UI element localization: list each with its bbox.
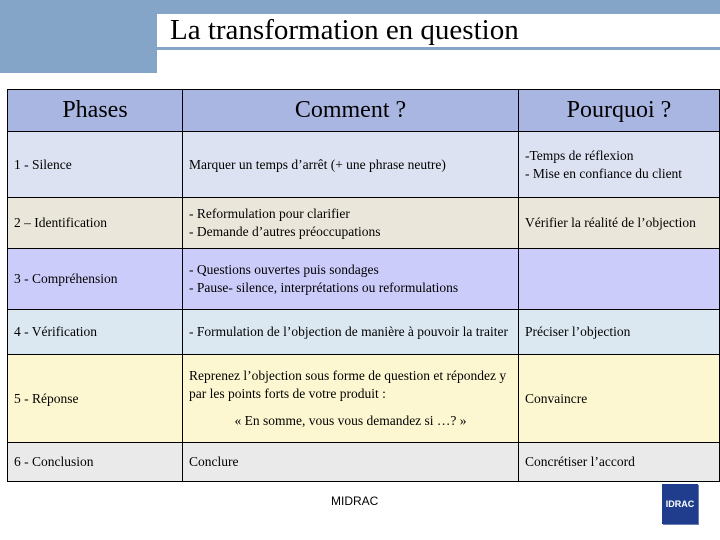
- phase-cell: 1 - Silence: [8, 132, 183, 198]
- comment-line: Conclure: [189, 454, 239, 470]
- phase-cell: 6 - Conclusion: [8, 443, 183, 482]
- comment-line: - Formulation de l’objection de manière à pouvoir la traiter: [189, 324, 509, 340]
- header-comment: Comment ?: [183, 90, 519, 132]
- table-row: [8, 132, 720, 198]
- table-row: [8, 249, 720, 310]
- table-row: [8, 198, 720, 249]
- comment-line: - Reformulation pour clarifier: [189, 206, 350, 222]
- comment-cell: [183, 249, 519, 310]
- slide-title: La transformation en question: [170, 14, 519, 46]
- comment-quote: « En somme, vous vous demandez si …? »: [234, 412, 467, 428]
- pourquoi-cell: [519, 132, 720, 198]
- comment-cell: [183, 443, 519, 482]
- pourquoi-cell: [519, 249, 720, 310]
- comment-line: - Pause- silence, interprétations ou reformulations: [189, 280, 459, 295]
- decorative-square: [134, 60, 146, 72]
- table-header-row: [8, 90, 720, 132]
- decorative-square: [117, 60, 130, 72]
- phase-cell: 3 - Compréhension: [8, 249, 183, 310]
- header-phases: Phases: [8, 90, 183, 132]
- pourquoi-line: -Temps de réflexion: [525, 147, 634, 163]
- comment-line: Marquer un temps d’arrêt (+ une phrase neutre): [189, 156, 446, 172]
- pourquoi-cell: [519, 198, 720, 249]
- comment-line: - Demande d’autres préoccupations: [189, 224, 381, 239]
- phase-cell: 4 - Vérification: [8, 310, 183, 355]
- comment-cell: [183, 310, 519, 355]
- comment-cell: [183, 355, 519, 443]
- pourquoi-line: Concrétiser l’accord: [525, 454, 635, 470]
- phase-cell: 5 - Réponse: [8, 355, 183, 443]
- title-underline: [157, 47, 720, 50]
- comment-line: Reprenez l’objection sous forme de question et répondez y par les points forts de votre produit :: [189, 368, 507, 402]
- table-row: [8, 443, 720, 482]
- pourquoi-line: Convaincre: [525, 390, 588, 406]
- footer-text: MIDRAC: [331, 494, 379, 508]
- phases-table: [7, 89, 720, 482]
- table-row: [8, 355, 720, 443]
- phase-cell: 2 – Identification: [8, 198, 183, 249]
- header-top-band: [157, 0, 720, 14]
- decorative-square: [100, 60, 112, 72]
- header-pourquoi: Pourquoi ?: [519, 90, 720, 132]
- logo-text: IDRAC: [665, 499, 695, 509]
- idrac-logo: [662, 484, 698, 524]
- comment-line: - Questions ouvertes puis sondages: [189, 262, 379, 278]
- pourquoi-line: - Mise en confiance du client: [525, 165, 683, 181]
- comment-cell: [183, 198, 519, 249]
- pourquoi-cell: [519, 355, 720, 443]
- comment-cell: [183, 132, 519, 198]
- table-row: [8, 310, 720, 355]
- pourquoi-line: Préciser l’objection: [525, 324, 631, 340]
- pourquoi-cell: [519, 443, 720, 482]
- pourquoi-line: Vérifier la réalité de l’objection: [525, 215, 696, 231]
- pourquoi-cell: [519, 310, 720, 355]
